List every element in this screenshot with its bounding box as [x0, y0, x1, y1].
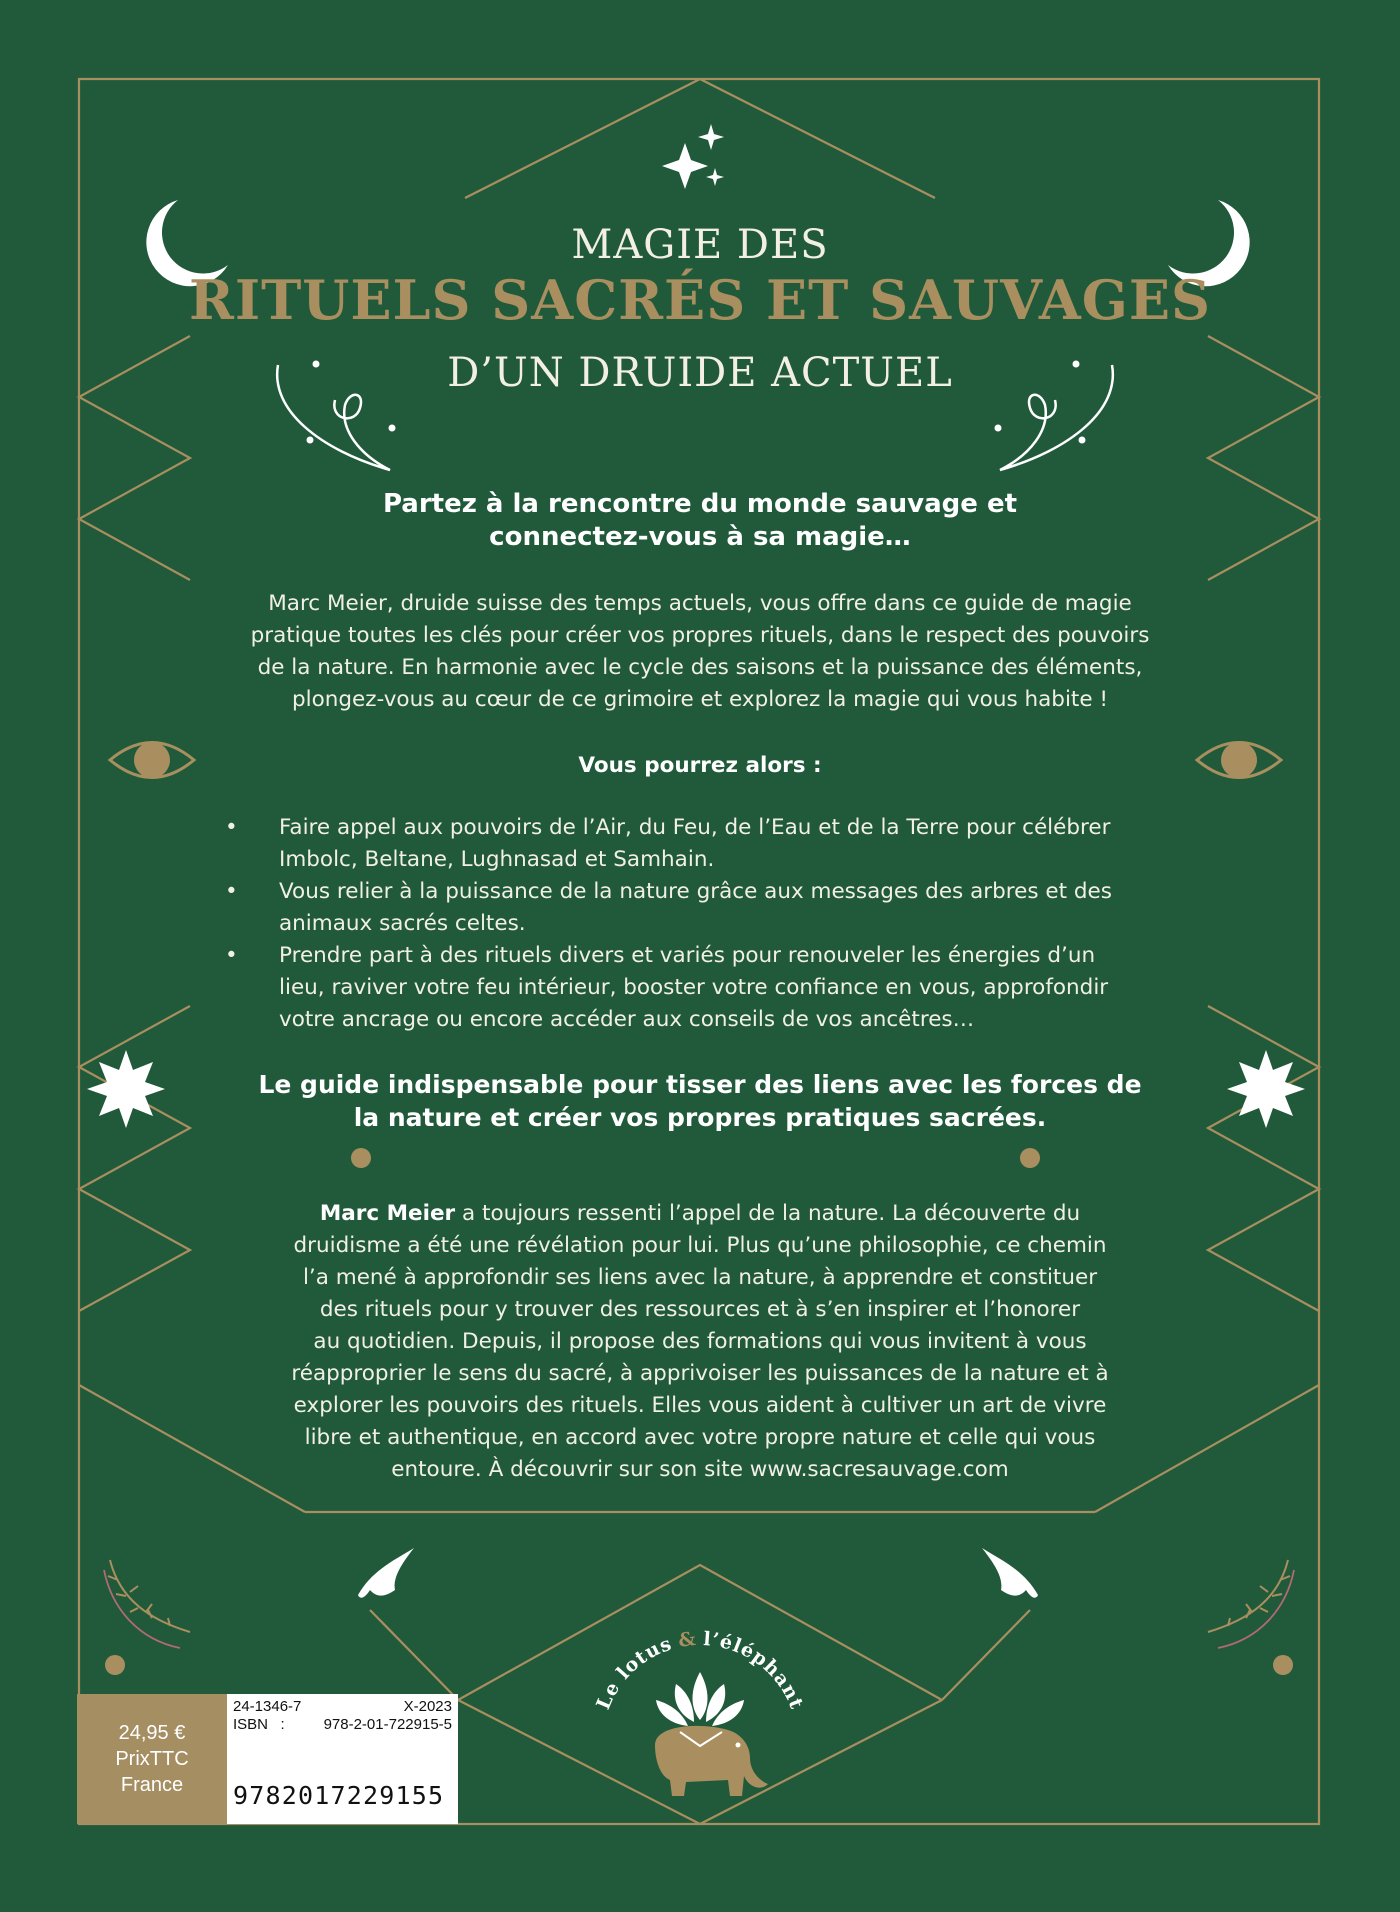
isbn-label: ISBN :: [233, 1716, 285, 1733]
list-item-line: animaux sacrés celtes.: [279, 911, 526, 936]
barcode-code: 24-1346-7: [233, 1698, 302, 1715]
branch-icon-left: [108, 1560, 190, 1632]
author-name: Marc Meier: [319, 1201, 456, 1226]
author-bio-line: entoure. À découvrir sur son site www.sacresauvage.com: [391, 1457, 1009, 1482]
branch-icon-right: [1208, 1560, 1290, 1632]
author-bio-line: des rituels pour y trouver des ressources et à s’en inspirer et l’honorer: [319, 1297, 1081, 1322]
author-bio-line: druidisme a été une révélation pour lui. Plus qu’une philosophie, ce chemin: [293, 1233, 1107, 1258]
price-country: France: [120, 1774, 184, 1796]
author-bio-line: libre et authentique, en accord avec votre propre nature et celle qui vous: [304, 1425, 1096, 1450]
list-item-line: • Faire appel aux pouvoirs de l’Air, du Feu, de l’Eau et de la Terre pour célébrer: [279, 815, 1111, 840]
barcode-digits: 9782017229155: [233, 1781, 445, 1810]
barcode-header: [233, 1698, 452, 1716]
star-icon-left: [87, 1050, 165, 1128]
author-bio-line: explorer les pouvoirs des rituels. Elles vous aident à cultiver un art de vivre: [293, 1393, 1107, 1418]
author-bio: [240, 1198, 1160, 1486]
title-line-1: MAGIE DES: [571, 222, 829, 268]
description-line: pratique toutes les clés pour créer vos propres rituels, dans le respect des pouvoirs: [250, 623, 1150, 648]
isbn-number: 978-2-01-722915-5: [323, 1716, 452, 1733]
svg-text:Le lotus&l’éléphant: Le lotus & l’éléphant: [592, 1627, 808, 1713]
list-item: [225, 940, 1185, 1036]
tagline-line: Le guide indispensable pour tisser des liens avec les forces de: [258, 1070, 1142, 1099]
intro-line: connectez-vous à sa magie…: [489, 522, 911, 552]
barcode-bars-space: [233, 1740, 452, 1784]
barcode-date: X-2023: [403, 1698, 452, 1715]
tagline: [230, 1068, 1170, 1134]
author-bio-line: au quotidien. Depuis, il propose des formations qui vous invitent à vous: [313, 1329, 1087, 1354]
bird-icon-right: [982, 1548, 1038, 1598]
tagline-line: la nature et créer vos propres pratiques sacrées.: [353, 1103, 1047, 1132]
list-item-line: Imbolc, Beltane, Lughnasad et Samhain.: [279, 847, 715, 872]
list-item: [225, 876, 1185, 940]
list-item-line: • Vous relier à la puissance de la nature grâce aux messages des arbres et des: [279, 879, 1112, 904]
list-item-line: votre ancrage ou encore accéder aux conseils de vos ancêtres…: [279, 1007, 975, 1032]
author-bio-line: [240, 1198, 1160, 1230]
description-line: plongez-vous au cœur de ce grimoire et explorez la magie qui vous habite !: [291, 687, 1109, 712]
author-bio-line: l’a mené à approfondir ses liens avec la nature, à apprendre et constituer: [302, 1265, 1098, 1290]
title-line-2: RITUELS SACRÉS ET SAUVAGES: [188, 268, 1212, 332]
list-item-line: lieu, raviver votre feu intérieur, booster votre confiance en vous, approfondir: [279, 975, 1109, 1000]
list-item: [225, 812, 1185, 876]
author-bio-line: réapproprier le sens du sacré, à apprivoiser les puissances de la nature et à: [291, 1361, 1109, 1386]
star-icon-right: [1227, 1050, 1305, 1128]
author-bio-text: a toujours ressenti l’appel de la nature. La découverte du: [455, 1201, 1081, 1226]
sparkle-icon: [662, 124, 724, 189]
description-line: Marc Meier, druide suisse des temps actuels, vous offre dans ce guide de magie: [268, 591, 1132, 616]
intro-line: Partez à la rencontre du monde sauvage et: [382, 489, 1018, 519]
bird-icon-left: [358, 1548, 414, 1598]
description-line: de la nature. En harmonie avec le cycle des saisons et la puissance des éléments,: [257, 655, 1143, 680]
price-amount: 24,95 €: [118, 1722, 186, 1744]
description-paragraph: [220, 588, 1180, 716]
list-item-line: • Prendre part à des rituels divers et variés pour renouveler les énergies d’un: [279, 943, 1096, 968]
isbn-row: [233, 1716, 452, 1734]
price-box: [77, 1694, 227, 1824]
publisher-logo: [592, 1628, 807, 1796]
intro-text: [300, 488, 1100, 554]
benefits-heading: Vous pourrez alors :: [578, 753, 822, 778]
barcode-box: [227, 1694, 458, 1824]
benefits-list: [225, 812, 1185, 1036]
title-line-3: D’UN DRUIDE ACTUEL: [447, 350, 953, 396]
price-label: PrixTTC: [115, 1748, 189, 1770]
